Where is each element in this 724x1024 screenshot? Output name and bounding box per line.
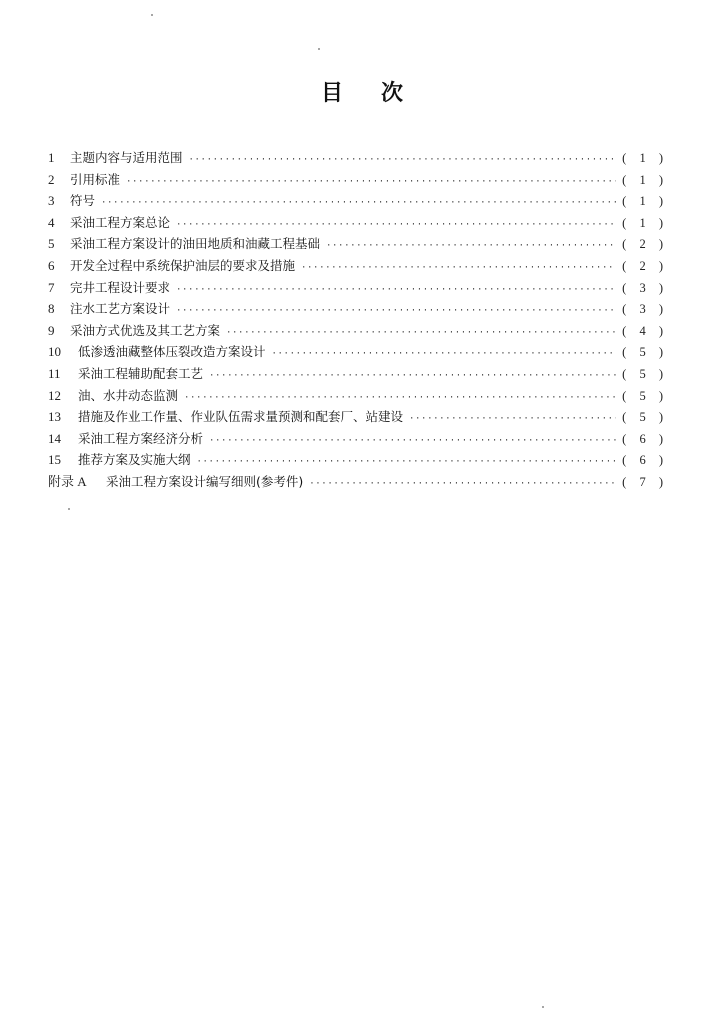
toc-number: 6 bbox=[48, 257, 55, 273]
toc-title: 采油方式优选及其工艺方案 bbox=[70, 322, 221, 338]
toc-leader bbox=[209, 431, 616, 453]
toc-entry bbox=[48, 277, 668, 299]
toc-entry bbox=[48, 320, 668, 342]
toc-title: 低渗透油藏整体压裂改造方案设计 bbox=[78, 344, 266, 360]
toc-entry bbox=[48, 363, 668, 385]
toc-leader bbox=[326, 236, 616, 258]
toc-page: ( 4 ) bbox=[622, 323, 668, 338]
toc-page: ( 6 ) bbox=[622, 453, 668, 468]
scan-speck bbox=[542, 1006, 544, 1008]
toc-page: ( 7 ) bbox=[622, 474, 668, 489]
toc-leader bbox=[409, 409, 616, 431]
toc-entry bbox=[48, 471, 668, 493]
toc-page: ( 1 ) bbox=[622, 215, 668, 230]
toc-title: 符号 bbox=[70, 193, 96, 209]
toc-leader bbox=[226, 323, 616, 345]
toc-title: 油、水井动态监测 bbox=[78, 387, 179, 403]
scan-speck bbox=[68, 508, 70, 510]
toc-entry bbox=[48, 298, 668, 320]
toc-title: 采油工程方案设计的油田地质和油藏工程基础 bbox=[70, 236, 321, 252]
toc-entry bbox=[48, 449, 668, 471]
toc-leader bbox=[176, 280, 616, 302]
toc-number: 12 bbox=[48, 387, 61, 403]
toc-page: ( 3 ) bbox=[622, 302, 668, 317]
toc-leader bbox=[209, 366, 616, 388]
toc-number: 10 bbox=[48, 344, 61, 360]
toc-number: 15 bbox=[48, 452, 61, 468]
toc-title: 采油工程方案总论 bbox=[70, 214, 171, 230]
table-of-contents bbox=[48, 147, 668, 493]
toc-entry bbox=[48, 212, 668, 234]
toc-leader bbox=[176, 301, 616, 323]
toc-number: 4 bbox=[48, 214, 55, 230]
toc-leader bbox=[101, 193, 616, 215]
toc-number: 3 bbox=[48, 193, 55, 209]
scan-speck bbox=[151, 14, 153, 16]
toc-leader bbox=[126, 172, 616, 194]
toc-title: 注水工艺方案设计 bbox=[70, 301, 171, 317]
toc-page: ( 5 ) bbox=[622, 388, 668, 403]
toc-entry bbox=[48, 428, 668, 450]
toc-title: 采油工程方案经济分析 bbox=[78, 430, 204, 446]
toc-title: 引用标准 bbox=[70, 171, 121, 187]
toc-leader bbox=[309, 474, 616, 496]
toc-title: 开发全过程中系统保护油层的要求及措施 bbox=[70, 257, 296, 273]
toc-entry bbox=[48, 341, 668, 363]
toc-page: ( 3 ) bbox=[622, 280, 668, 295]
toc-page: ( 5 ) bbox=[622, 345, 668, 360]
toc-number: 8 bbox=[48, 301, 55, 317]
toc-page: ( 2 ) bbox=[622, 258, 668, 273]
toc-entry bbox=[48, 147, 668, 169]
toc-page: ( 5 ) bbox=[622, 410, 668, 425]
toc-page: ( 2 ) bbox=[622, 237, 668, 252]
toc-title: 完井工程设计要求 bbox=[70, 279, 171, 295]
toc-entry bbox=[48, 233, 668, 255]
toc-number: 13 bbox=[48, 409, 61, 425]
toc-entry bbox=[48, 190, 668, 212]
toc-number: 14 bbox=[48, 430, 61, 446]
toc-entry bbox=[48, 169, 668, 191]
toc-page: ( 6 ) bbox=[622, 431, 668, 446]
toc-page: ( 1 ) bbox=[622, 194, 668, 209]
toc-number: 附录 A bbox=[48, 473, 87, 489]
toc-entry bbox=[48, 385, 668, 407]
toc-page: ( 5 ) bbox=[622, 366, 668, 381]
toc-title: 措施及作业工作量、作业队伍需求量预测和配套厂、站建设 bbox=[78, 409, 404, 425]
toc-leader bbox=[189, 150, 617, 172]
toc-leader bbox=[272, 344, 617, 366]
toc-number: 5 bbox=[48, 236, 55, 252]
toc-number: 9 bbox=[48, 322, 55, 338]
toc-number: 2 bbox=[48, 171, 55, 187]
toc-page: ( 1 ) bbox=[622, 172, 668, 187]
toc-title: 推荐方案及实施大纲 bbox=[78, 452, 191, 468]
toc-title: 采油工程方案设计编写细则(参考件) bbox=[106, 473, 304, 489]
toc-number: 11 bbox=[48, 365, 61, 381]
toc-entry bbox=[48, 406, 668, 428]
toc-title: 主题内容与适用范围 bbox=[70, 150, 183, 165]
toc-page: ( 1 ) bbox=[622, 151, 668, 165]
toc-entry bbox=[48, 255, 668, 277]
toc-leader bbox=[301, 258, 616, 280]
toc-number: 1 bbox=[48, 150, 55, 165]
scan-speck bbox=[318, 48, 320, 50]
page-title: 目次 bbox=[320, 81, 441, 106]
toc-number: 7 bbox=[48, 279, 55, 295]
toc-title: 采油工程辅助配套工艺 bbox=[78, 365, 204, 381]
